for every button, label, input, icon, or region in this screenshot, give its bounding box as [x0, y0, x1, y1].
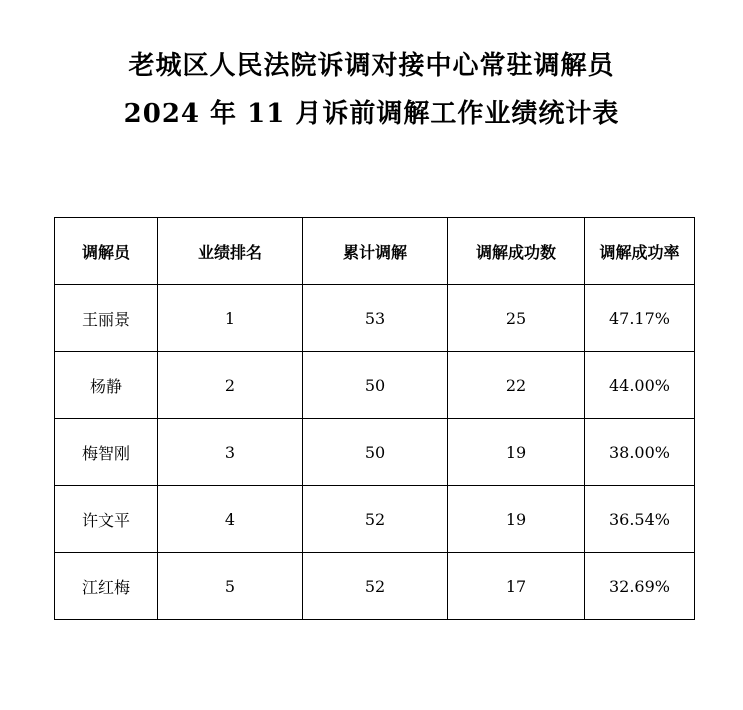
- cell-rank: 4: [158, 486, 303, 553]
- cell-total-mediations: 50: [303, 352, 448, 419]
- cell-rank: 3: [158, 419, 303, 486]
- cell-success-count: 19: [448, 486, 585, 553]
- cell-mediator: 杨静: [55, 352, 158, 419]
- cell-success-count: 22: [448, 352, 585, 419]
- table-row: [55, 486, 695, 553]
- header-total-mediations: 累计调解: [303, 218, 448, 285]
- table-row: [55, 419, 695, 486]
- cell-total-mediations: 50: [303, 419, 448, 486]
- cell-rank: 1: [158, 285, 303, 352]
- header-rank: 业绩排名: [158, 218, 303, 285]
- cell-mediator: 江红梅: [55, 553, 158, 620]
- cell-success-rate: 38.00%: [585, 419, 695, 486]
- cell-success-rate: 32.69%: [585, 553, 695, 620]
- document-title-line-2: 2024 年 11 月诉前调解工作业绩统计表: [123, 99, 620, 129]
- cell-success-count: 19: [448, 419, 585, 486]
- cell-mediator: 梅智刚: [55, 419, 158, 486]
- table-row: [55, 553, 695, 620]
- cell-mediator: 许文平: [55, 486, 158, 553]
- cell-success-rate: 36.54%: [585, 486, 695, 553]
- cell-rank: 5: [158, 553, 303, 620]
- performance-table: [54, 217, 695, 620]
- cell-total-mediations: 52: [303, 486, 448, 553]
- cell-success-count: 25: [448, 285, 585, 352]
- header-mediator: 调解员: [55, 218, 158, 285]
- header-success-count: 调解成功数: [448, 218, 585, 285]
- cell-success-count: 17: [448, 553, 585, 620]
- cell-total-mediations: 53: [303, 285, 448, 352]
- cell-mediator: 王丽景: [55, 285, 158, 352]
- document-title-line-1: 老城区人民法院诉调对接中心常驻调解员: [128, 51, 615, 81]
- table-row: [55, 285, 695, 352]
- cell-rank: 2: [158, 352, 303, 419]
- header-success-rate: 调解成功率: [585, 218, 695, 285]
- cell-total-mediations: 52: [303, 553, 448, 620]
- table-row: [55, 352, 695, 419]
- table-header-row: [55, 218, 695, 285]
- cell-success-rate: 44.00%: [585, 352, 695, 419]
- cell-success-rate: 47.17%: [585, 285, 695, 352]
